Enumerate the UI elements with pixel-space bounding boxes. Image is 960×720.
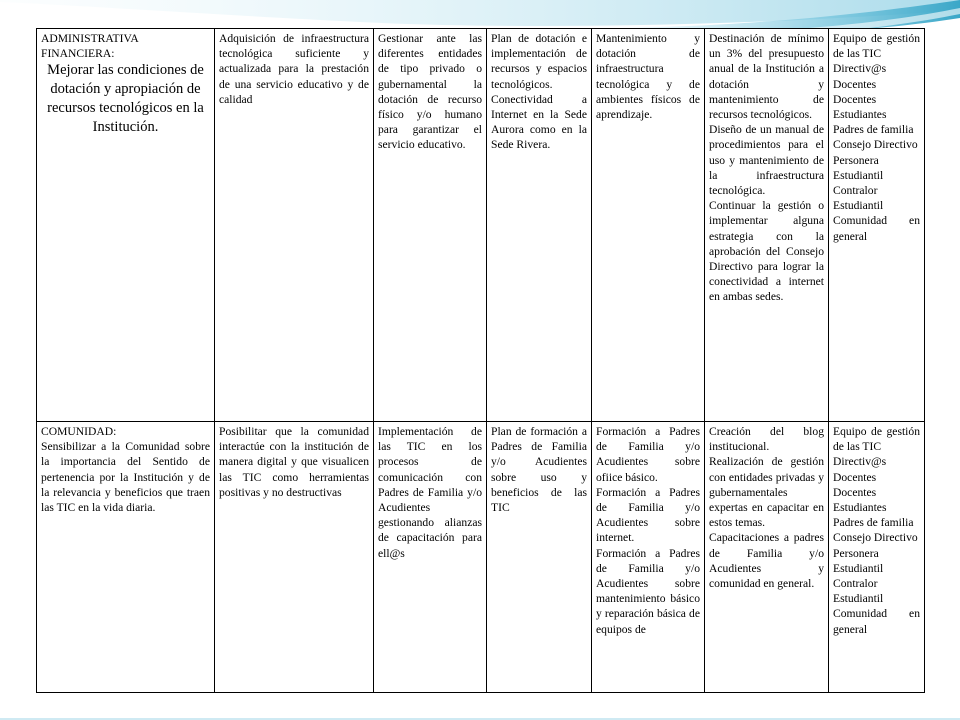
activity-item: Continuar la gestión o implementar alguna estrategia con la aprobación del Consejo Directivo para lograr la conectividad a internet en ambas sedes.	[709, 199, 824, 304]
table-row	[37, 422, 925, 693]
responsible-item: Consejo Directivo	[833, 531, 918, 545]
goal-cell: Mantenimiento y dotación de infraestructura tecnológica y de ambientes físicos de aprendizaje.	[592, 29, 705, 422]
table-row	[37, 29, 925, 422]
activity-item: Diseño de un manual de procedimientos para el uso y mantenimiento de la infraestructura tecnológica.	[709, 123, 824, 198]
responsible-item: Padres de familia	[833, 516, 914, 530]
responsible-item: Personera Estudiantil	[833, 153, 884, 182]
responsible-item: Directiv@s	[833, 62, 887, 76]
action-plan-table	[36, 28, 925, 693]
responsible-item: Docentes	[833, 92, 877, 106]
responsible-item: Docentes	[833, 470, 877, 484]
area-cell	[37, 29, 215, 422]
responsible-item: Estudiantes	[833, 501, 887, 515]
activity-item: Destinación de mínimo un 3% del presupuesto anual de la Institución a dotación y mantenimiento de recursos tecnológicos.	[709, 32, 824, 122]
program-cell: Plan de formación a Padres de Familia y/o Acudientes sobre uso y beneficios de las TIC	[487, 422, 592, 693]
responsible-item: Contralor Estudiantil	[833, 577, 884, 606]
responsible-item: Docentes	[833, 485, 877, 499]
objective-cell: Posibilitar que la comunidad interactúe con la institución de manera digital y que visualicen las TIC como herramientas positivas y no destructivas	[215, 422, 374, 693]
activity-item: Creación del blog institucional.	[709, 425, 824, 454]
activity-item: Realización de gestión con entidades privadas y gubernamentales expertas en capacitar en estos temas.	[709, 455, 824, 530]
responsible-item: Comunidad en general	[833, 607, 920, 636]
responsible-item: Consejo Directivo	[833, 138, 918, 152]
area-cell	[37, 422, 215, 693]
objective-cell: Adquisición de infraestructura tecnológica suficiente y actualizada para la prestación de una servicio educativo y de calidad	[215, 29, 374, 422]
activities-cell	[705, 29, 829, 422]
responsible-item: Personera Estudiantil	[833, 546, 884, 575]
area-goal: Sensibilizar a la Comunidad sobre la importancia del Sentido de pertenencia por la Institución y de la relevancia y beneficios que traen las TIC en la vida diaria.	[41, 440, 210, 515]
goal-item: Formación a Padres de Familia y/o Acudientes sobre internet.	[596, 485, 700, 545]
responsible-item: Comunidad en general	[833, 214, 920, 243]
responsible-item: Docentes	[833, 77, 877, 91]
responsible-item: Equipo de gestión de las TIC	[833, 32, 920, 61]
area-title: COMUNIDAD:	[41, 425, 117, 438]
responsible-item: Contralor Estudiantil	[833, 184, 884, 213]
strategy-cell: Implementación de las TIC en los procesos de comunicación con Padres de Familia y/o Acudientes gestionando alianzas de capacitación para ell@s	[374, 422, 487, 693]
area-goal: Mejorar las condiciones de dotación y apropiación de recursos tecnológicos en la Institución.	[47, 62, 204, 136]
responsible-cell	[829, 29, 925, 422]
responsible-item: Equipo de gestión de las TIC	[833, 425, 920, 454]
goal-cell	[592, 422, 705, 693]
strategy-cell: Gestionar ante las diferentes entidades de tipo privado o gubernamental la dotación de recurso físico y/o humano para garantizar el servicio educativo.	[374, 29, 487, 422]
activities-cell	[705, 422, 829, 693]
responsible-item: Estudiantes	[833, 108, 887, 122]
responsible-item: Directiv@s	[833, 455, 887, 469]
goal-item: Formación a Padres de Familia y/o Acudientes sobre mantenimiento básico y reparación básica de equipos de	[596, 546, 700, 636]
activity-item: Capacitaciones a padres de Familia y/o Acudientes y comunidad en general.	[709, 531, 824, 591]
goal-item: Formación a Padres de Familia y/o Acudientes sobre ofiice básico.	[596, 425, 700, 484]
responsible-cell	[829, 422, 925, 693]
area-title: ADMINISTRATIVA FINANCIERA:	[41, 32, 139, 61]
responsible-item: Padres de familia	[833, 123, 914, 137]
program-cell: Plan de dotación e implementación de recursos y espacios tecnológicos. Conectividad a Internet en la Sede Aurora como en la Sede Rivera.	[487, 29, 592, 422]
